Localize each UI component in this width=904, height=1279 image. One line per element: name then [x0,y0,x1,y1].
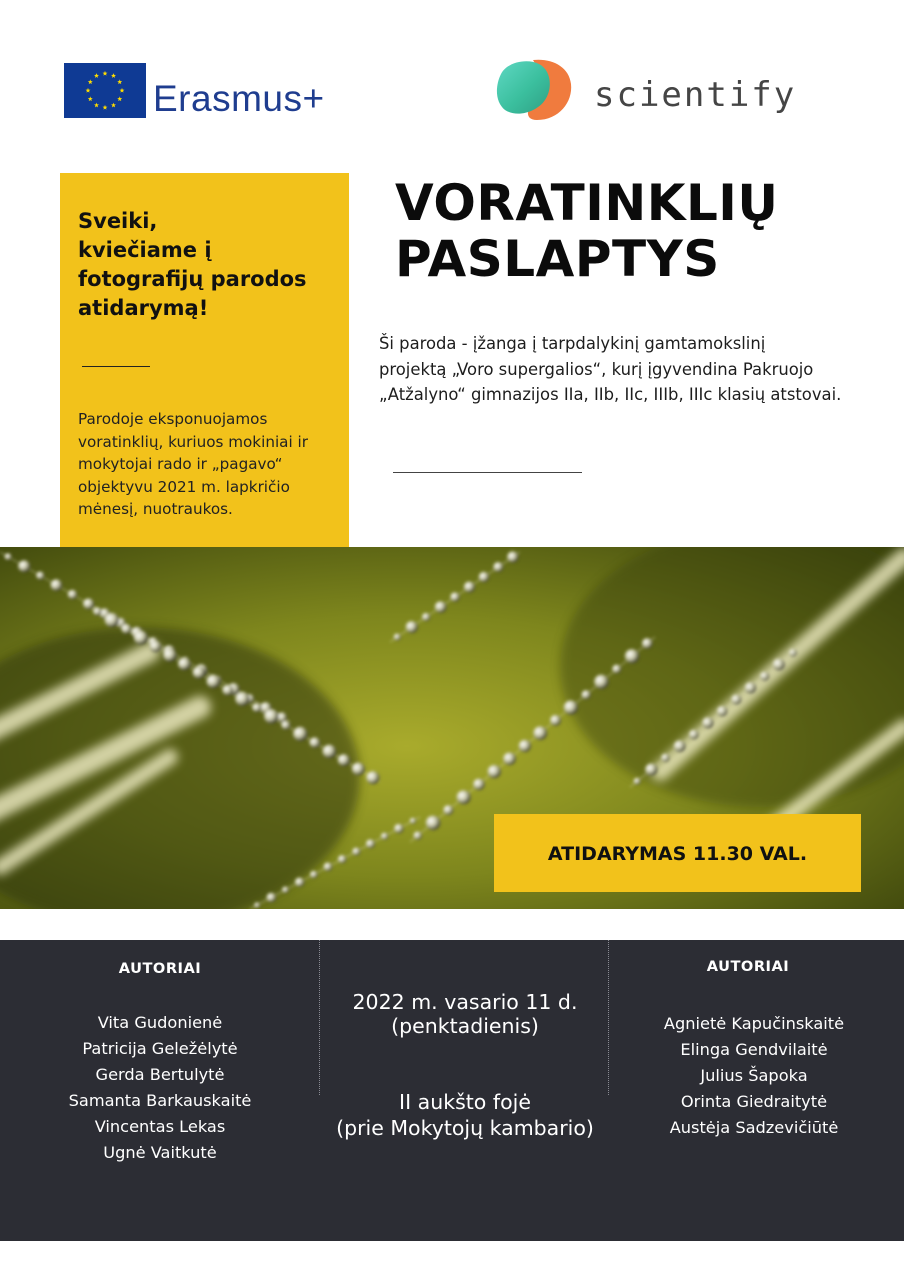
authors-list-left [10,1010,310,1166]
title-line: PASLAPTYS [395,230,720,288]
page-title [395,175,875,287]
dew-drop [450,592,459,601]
erasmus-logo-text: Erasmus+ [153,78,325,119]
dew-drop [235,692,249,706]
eu-flag-logo [64,63,146,118]
eu-star-icon [103,105,108,110]
dew-drop [789,649,797,657]
dew-drop [293,727,307,741]
author-name: Orinta Giedraitytė [680,1092,828,1111]
welcome-body-line: voratinklių, kuriuos mokiniai ir [78,432,308,451]
welcome-body-line: objektyvu 2021 m. lapkričio [78,477,290,496]
event-weekday: (penktadienis) [391,1014,539,1038]
eu-star-icon [103,71,108,76]
dew-drop [68,590,77,599]
dew-drop [443,805,453,815]
event-date [322,990,608,1038]
welcome-heading-line: atidarymą! [78,296,209,320]
dew-drop [731,695,741,705]
dew-drop [645,764,657,776]
event-location [322,1089,608,1141]
dew-drop [674,740,686,752]
dew-drop [323,745,337,759]
dew-drop [426,816,440,830]
dew-drop [324,862,333,871]
author-name: Julius Šapoka [700,1066,808,1085]
dew-drop [222,685,233,696]
eu-star-icon [86,88,91,93]
dew-drop [661,754,669,762]
dew-drop [414,831,422,839]
intro-line: „Atžalyno“ gimnazijos IIa, IIb, IIc, IIIb, IIIc klasių atstovai. [379,385,842,404]
dew-drop [352,763,365,776]
dew-drop [366,771,379,784]
dew-drop [642,638,653,649]
dew-drop [5,553,12,560]
dew-drop [773,659,785,671]
dew-drop [264,709,278,723]
dew-drop [689,730,698,739]
eu-star-icon [120,88,125,93]
welcome-heading [78,207,343,323]
welcome-divider [82,366,150,367]
dew-drop [178,658,191,671]
dew-drop [582,690,591,699]
dew-drop [493,562,503,572]
author-name: Elinga Gendvilaitė [680,1040,828,1059]
dew-drop [381,833,388,840]
dew-drop [295,878,304,887]
intro-divider [393,472,582,473]
dew-drop [594,675,608,689]
dew-drop [207,675,221,689]
dew-drop [105,613,119,627]
dew-drop [267,893,277,903]
dew-drop [121,624,131,634]
dew-drop [533,726,547,740]
event-location-line: II aukšto fojė [399,1090,531,1114]
welcome-description [78,408,340,521]
dew-drop [550,715,561,726]
eu-star-icon [111,73,116,78]
dew-drop [93,607,101,615]
dew-drop [410,818,416,824]
dew-drop [406,621,418,633]
dew-drop [564,700,578,714]
dew-drop [519,740,531,752]
dew-drop [338,754,350,766]
dew-drop [488,765,501,778]
dew-drop [507,551,518,562]
dew-drop [281,721,290,730]
author-name: Samanta Barkauskaitė [68,1091,252,1110]
dew-drop [394,634,401,641]
author-name: Austėja Sadzevičiūtė [669,1118,839,1137]
welcome-heading-line: kviečiame į [78,238,212,262]
dew-drop [36,572,44,580]
dew-drop [457,790,471,804]
scientify-logo-text: scientify [594,75,797,115]
dew-drop [422,613,430,621]
dew-drop [150,641,161,652]
dew-drop [479,572,489,582]
authors-heading-right: AUTORIAI [706,958,790,975]
title-line: VORATINKLIŲ [395,174,779,232]
eu-star-icon [111,103,116,108]
welcome-body-line: mokytojai rado ir „pagavo“ [78,455,283,473]
dew-drop [310,871,318,879]
author-name: Ugnė Vaitkutė [103,1143,217,1162]
dew-drop [310,737,321,748]
dew-drop [634,778,641,785]
dew-drop [394,824,403,833]
dew-drop [83,598,94,609]
dew-drop [612,665,621,674]
dew-drop [760,672,769,681]
author-name: Vita Gudonienė [97,1013,223,1032]
opening-time-label: ATIDARYMAS 11.30 VAL. [547,843,808,865]
author-name: Patricija Geležėlytė [82,1039,238,1058]
welcome-heading-line: Sveiki, [78,209,158,233]
author-name: Vincentas Lekas [94,1117,226,1136]
dew-drop [163,649,176,662]
dew-drop [51,579,63,591]
welcome-body-line: Parodoje eksponuojamos [78,410,268,428]
author-name: Agnietė Kapučinskaitė [663,1014,845,1033]
dew-drop [352,848,360,856]
author-name: Gerda Bertulytė [95,1065,225,1084]
dew-drop [338,855,346,863]
eu-star-icon [94,73,99,78]
authors-list-right [618,1011,890,1141]
dew-drop [745,682,756,693]
dew-drop [473,779,484,790]
dew-drop [18,560,30,572]
welcome-heading-line: fotografijų parodos [78,267,307,291]
dew-drop [254,902,260,908]
eu-star-icon [117,96,122,101]
dew-drop [282,887,289,894]
eu-star-icon [88,96,93,101]
eu-star-icon [88,79,93,84]
event-date-line: 2022 m. vasario 11 d. [352,990,578,1014]
intro-paragraph [379,331,891,408]
dew-drop [702,717,713,728]
event-location-detail: (prie Mokytojų kambario) [336,1116,594,1140]
footer-separator [319,940,320,1095]
dew-drop [134,631,148,645]
eu-star-icon [94,103,99,108]
dew-drop [366,839,375,848]
eu-stars-icon [64,63,146,118]
eu-star-icon [117,79,122,84]
scientify-logo-icon [493,58,573,122]
dew-drop [717,706,727,716]
intro-line: projektą „Voro supergalios“, kurį įgyvendina Pakruojo [379,359,814,379]
footer-separator [608,940,609,1095]
dew-drop [252,703,261,712]
dew-drop [503,752,516,765]
dew-drop [464,582,475,593]
dew-drop [193,667,205,679]
dew-drop [435,601,447,613]
authors-heading-left: AUTORIAI [118,960,202,977]
intro-line: Ši paroda - įžanga į tarpdalykinį gamtamokslinį [379,334,766,353]
welcome-body-line: mėnesį, nuotraukos. [78,500,233,518]
dew-drop [625,649,639,663]
